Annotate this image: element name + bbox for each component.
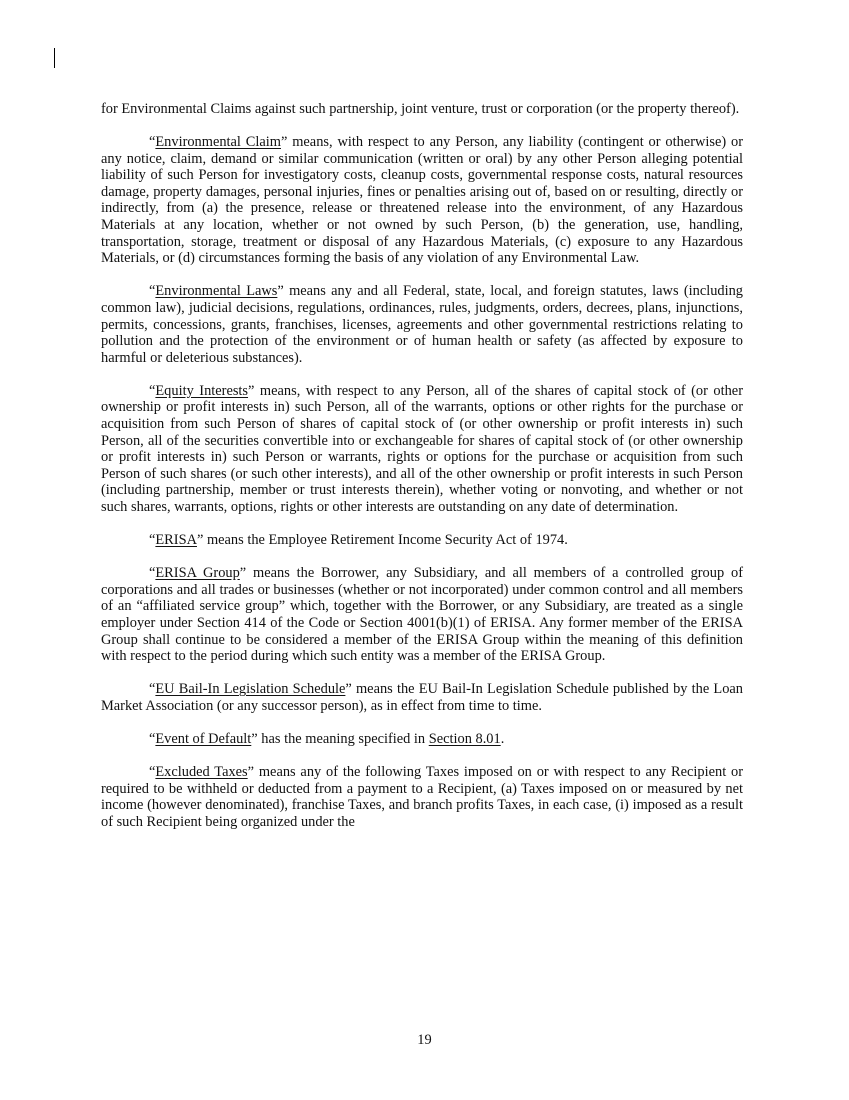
close-quote: ” [277,283,284,300]
defined-term: Equity Interests [155,382,249,399]
document-body [101,101,743,847]
definition-text: means any and all Federal, state, local, and foreign statutes, laws (including common law), judicial decisions, regulations, ordinances, rules, judgments, orders, decrees, plans, injunctions, permits, concessions, grants, franchises, licenses, agreements and other governmental restrictions relating to pollution and the protection of the environment or of human health or safety (as affected by exposure to harmful or deleterious substances). [101,283,743,366]
open-quote: “ [149,764,156,780]
definition-text: means the Employee Retirement Income Security Act of 1974. [203,532,568,549]
period: . [500,730,505,747]
open-quote: “ [149,134,156,151]
open-quote: “ [149,283,156,300]
open-quote: “ [149,565,156,582]
close-quote: ” [196,532,204,549]
defined-term: ERISA Group [155,565,240,582]
open-quote: “ [149,382,156,399]
page-number: 19 [417,1032,432,1048]
close-quote: ” [239,565,247,582]
close-quote: ” [280,134,288,151]
defined-term: Environmental Claim [155,134,281,151]
close-quote: ” [345,681,352,698]
open-quote: “ [149,681,156,698]
definition-text: means the EU Bail-In Legislation Schedule published by the Loan Market Association (or any successor person), as in effect from time to time. [101,681,743,714]
definition-equity-interests [101,383,743,516]
definition-text: has the meaning specified in [257,730,429,747]
defined-term: Excluded Taxes [155,764,248,780]
defined-term: ERISA [155,532,197,549]
defined-term: EU Bail-In Legislation Schedule [155,681,346,698]
definition-text: means, with respect to any Person, all of the shares of capital stock of (or other ownership or profit interests in) such Person, all of the warrants, options or other rights for the purchase or acquisition from such Person of shares of capital stock of (or other ownership or profit interests in) such Person, all of the securities convertible into or exchangeable for shares of capital stock of (or other ownership or profit interests in) such Person or warrants, rights or options for the purchase or acquisition from such Person of such shares (or such other interests), and all of the other ownership or profit interests in such Person (including partnership, member or trust interests therein), whether voting or nonvoting, and whether or not such shares, warrants, options, rights or other interests are outstanding on any date of determination. [101,382,743,515]
definition-excluded-taxes [101,764,743,830]
definition-text: means any of the following Taxes imposed on or with respect to any Recipient or required to be withheld or deducted from a payment to a Recipient, (a) Taxes imposed on or measured by net income (however denominated), franchise Taxes, and branch profits Taxes, in each case, (i) imposed as a result of such Recipient being organized under the [101,764,743,830]
paragraph-text: for Environmental Claims against such partnership, joint venture, trust or corporation (or the property thereof). [101,101,740,117]
close-quote: ” [247,764,255,780]
section-reference: Section 8.01 [428,730,501,747]
definition-environmental-laws [101,283,743,366]
close-quote: ” [248,382,255,399]
defined-term: Environmental Laws [155,283,278,300]
definition-environmental-claim [101,134,743,267]
open-quote: “ [149,730,156,747]
definition-erisa-group [101,565,743,665]
definition-text: means the Borrower, any Subsidiary, and all members of a controlled group of corporations and all trades or businesses (whether or not incorporated) under common control and all members of an “affiliated service group” which, together with the Borrower, or any Subsidiary, are treated as a single employer under Section 414 of the Code or Section 4001(b)(1) of ERISA. Any former member of the ERISA Group shall continue to be considered a member of the ERISA Group within the meaning of this definition with respect to the period during which such entity was a member of the ERISA Group. [101,565,743,665]
definition-event-of-default [101,731,743,748]
revision-bar [54,48,55,68]
definition-erisa [101,532,743,549]
definition-text: means, with respect to any Person, any liability (contingent or otherwise) or any notice, claim, demand or similar communication (written or oral) by any other Person alleging potential liability of such Person for investigatory costs, cleanup costs, governmental response costs, natural resources damage, property damages, personal injuries, fines or penalties arising out of, based on or resulting, directly or indirectly, from (a) the presence, release or threatened release into the environment, of any Hazardous Materials at any location, whether or not owned by such Person, (b) the generation, use, handling, transportation, storage, treatment or disposal of any Hazardous Materials, (c) exposure to any Hazardous Materials, or (d) circumstances forming the basis of any violation of any Environmental Law. [101,134,744,267]
defined-term: Event of Default [155,730,252,747]
definition-eu-bail-in-legislation-schedule [101,681,743,714]
close-quote: ” [251,730,258,747]
paragraph-continuation [101,101,743,118]
open-quote: “ [149,532,156,549]
